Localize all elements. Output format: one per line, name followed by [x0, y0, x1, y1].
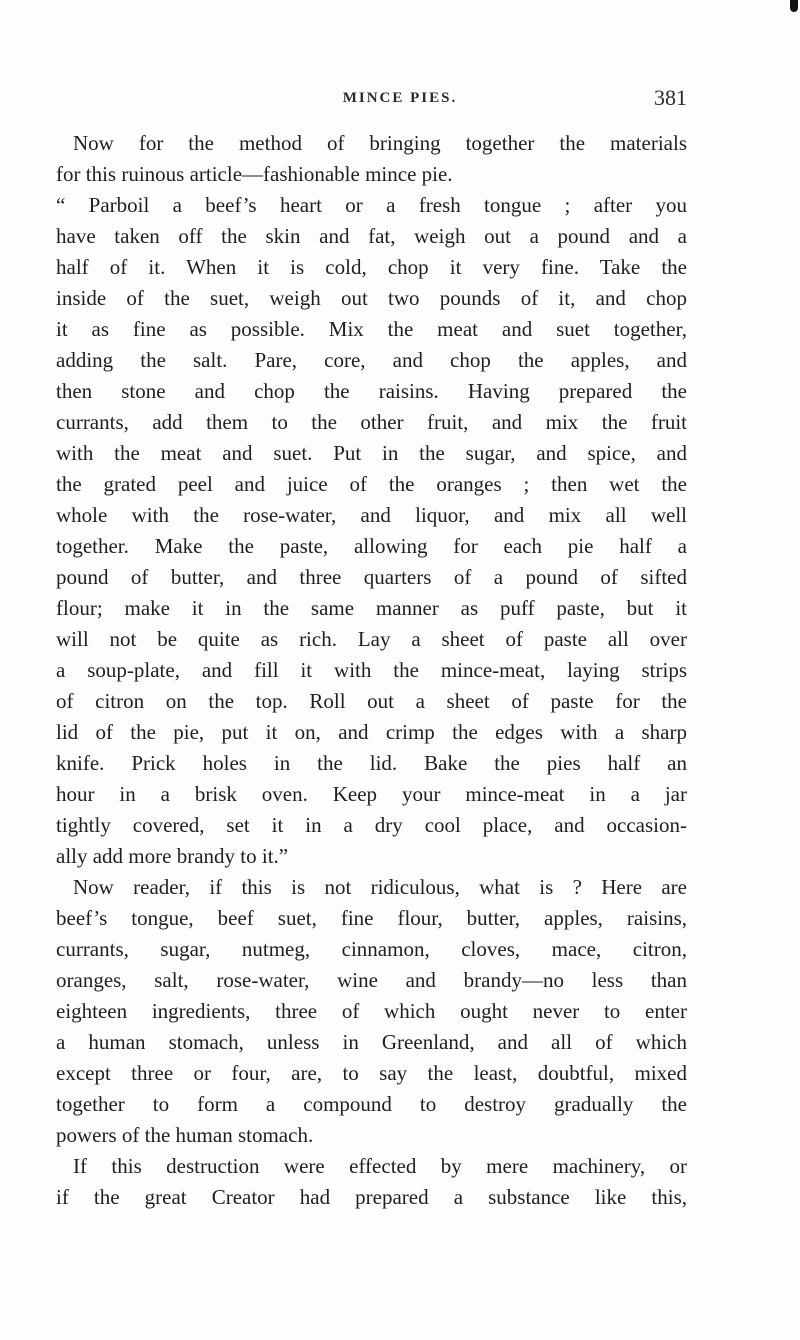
text-line: together to form a compound to destroy gradually the	[56, 1092, 687, 1116]
text-line: if the great Creator had prepared a substance like this,	[56, 1185, 687, 1209]
text-line: inside of the suet, weigh out two pounds of it, and chop	[56, 286, 687, 310]
text-line: it as fine as possible. Mix the meat and suet together,	[56, 317, 687, 341]
text-line: tightly covered, set it in a dry cool place, and occasion-	[56, 813, 687, 837]
text-line: have taken off the skin and fat, weigh out a pound and a	[56, 224, 687, 248]
text-line: except three or four, are, to say the least, doubtful, mixed	[56, 1061, 687, 1085]
text-line: together. Make the paste, allowing for each pie half a	[56, 534, 687, 558]
page-number: 381	[654, 85, 687, 110]
body-text	[56, 128, 687, 1213]
text-line: half of it. When it is cold, chop it very fine. Take the	[56, 255, 687, 279]
text-line: Now reader, if this is not ridiculous, what is ? Here are	[73, 875, 687, 899]
text-line: adding the salt. Pare, core, and chop the apples, and	[56, 348, 687, 372]
text-line: knife. Prick holes in the lid. Bake the pies half an	[56, 751, 687, 775]
text-line: then stone and chop the raisins. Having prepared the	[56, 379, 687, 403]
text-line: the grated peel and juice of the oranges ; then wet the	[56, 472, 687, 496]
text-line: “ Parboil a beef’s heart or a fresh tongue ; after you	[56, 193, 687, 217]
text-line: powers of the human stomach.	[56, 1123, 314, 1147]
text-line: Now for the method of bringing together the materials	[73, 131, 687, 155]
text-line: of citron on the top. Roll out a sheet of paste for the	[56, 689, 687, 713]
text-line: a soup-plate, and fill it with the mince-meat, laying strips	[56, 658, 687, 682]
text-line: currants, add them to the other fruit, and mix the fruit	[56, 410, 687, 434]
text-line: beef’s tongue, beef suet, fine flour, butter, apples, raisins,	[56, 906, 687, 930]
text-line: a human stomach, unless in Greenland, and all of which	[56, 1030, 687, 1054]
text-line: ally add more brandy to it.”	[56, 844, 289, 868]
text-line: currants, sugar, nutmeg, cinnamon, cloves, mace, citron,	[56, 937, 687, 961]
text-line: for this ruinous article—fashionable mince pie.	[56, 162, 453, 186]
text-line: oranges, salt, rose-water, wine and brandy—no less than	[56, 968, 687, 992]
text-line: flour; make it in the same manner as puff paste, but it	[56, 596, 687, 620]
page-corner-mark	[790, 0, 798, 12]
text-line: eighteen ingredients, three of which ought never to enter	[56, 999, 687, 1023]
text-line: with the meat and suet. Put in the sugar, and spice, and	[56, 441, 687, 465]
text-line: If this destruction were effected by mere machinery, or	[73, 1154, 687, 1178]
running-title: MINCE PIES.	[342, 90, 458, 106]
text-line: hour in a brisk oven. Keep your mince-meat in a jar	[56, 782, 687, 806]
text-line: lid of the pie, put it on, and crimp the edges with a sharp	[56, 720, 687, 744]
text-line: will not be quite as rich. Lay a sheet of paste all over	[56, 627, 687, 651]
running-header	[0, 85, 800, 112]
text-line: pound of butter, and three quarters of a pound of sifted	[56, 565, 687, 589]
text-line: whole with the rose-water, and liquor, and mix all well	[56, 503, 687, 527]
